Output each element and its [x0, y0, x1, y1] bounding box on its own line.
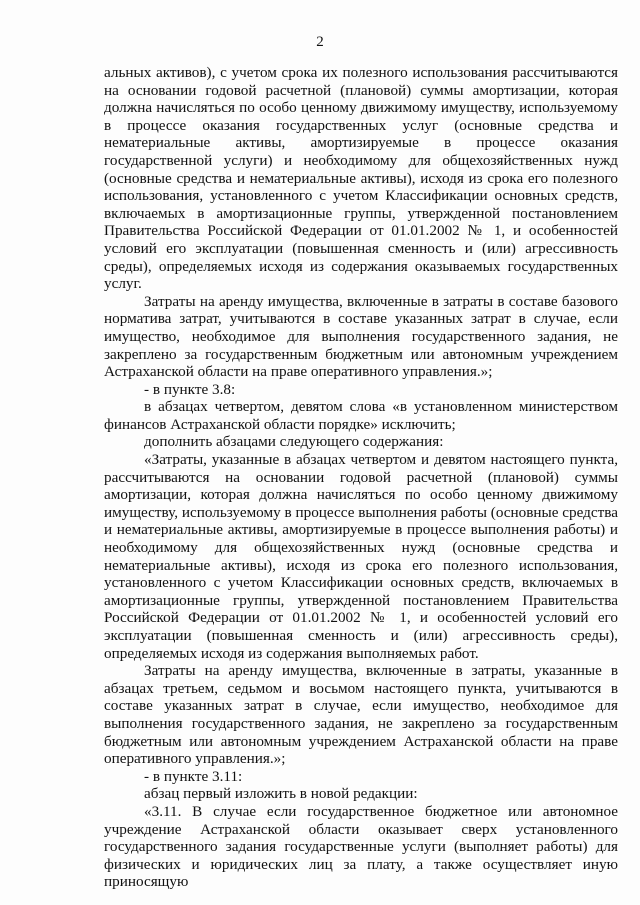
paragraph-item-3-11: - в пункте 3.11: — [144, 767, 243, 785]
paragraph-exclude-words: в абзацах четвертом, девятом слова «в установленном министерством финансов Астраханской области порядке» исключить; — [104, 398, 618, 433]
paragraph-amortization-works: «Затраты, указанные в абзацах четвертом и девятом настоящего пункта, рассчитываются на основании годовой расчетной (плановой) суммы амортизации, которая должна начисляться по особо ценному движимому имуществу, используемому в процессе выполнения работы (основные средства и нематериальные активы, амортизируемые в процессе выполнения работы) и необходимому для общехозяйственных нужд (основные средства и нематериальные активы), исходя из срока его полезного использования, установленного с учетом Классификации основных средств, включаемых в амортизационные группы, утвержденной постановлением Правительства Российской Федерации от 01.01.2002 № 1, и особенностей условий его эксплуатации (повышенная сменность и (или) агрессивность среды), определяемых исходя из содержания выполняемых работ. — [104, 451, 618, 662]
paragraph-3-11-text: «3.11. В случае если государственное бюджетное или автономное учреждение Астраханской области оказывает сверх установленного государственного задания государственные услуги (выполняет работы) для физических и юридических лиц за плату, а также осуществляет иную приносящую — [104, 802, 618, 891]
paragraph-amortization-services: альных активов), с учетом срока их полезного использования рассчитываются на основании годовой расчетной (плановой) суммы амортизации, которая должна начисляться по особо ценному движимому имуществу, используемому в процессе оказания государственных услуг (основные средства и нематериальные активы, амортизируемые в процессе оказания государственной услуги) и необходимому для общехозяйственных нужд (основные средства и нематериальные активы), исходя из срока его полезного использования, установленного с учетом Классификации основных средств, включаемых в амортизационные группы, утвержденной постановлением Правительства Российской Федерации от 01.01.2002 № 1, и особенностей условий его эксплуатации (повышенная сменность и (или) агрессивность среды), определяемых исходя из содержания оказываемых государственных услуг. — [104, 64, 618, 293]
paragraph-add-paragraphs: дополнить абзацами следующего содержания: — [144, 433, 444, 451]
document-body — [104, 64, 618, 891]
page-number: 2 — [316, 34, 324, 50]
paragraph-rent-base-norm: Затраты на аренду имущества, включенные в затраты в составе базового норматива затрат, учитываются в составе указанных затрат в случае, если имущество, необходимое для выполнения государственного задания, не закреплено за государственным бюджетным или автономным учреждением Астраханской области на праве оперативного управления.»; — [104, 292, 618, 381]
paragraph-item-3-8: - в пункте 3.8: — [144, 380, 236, 398]
paragraph-rent-works: Затраты на аренду имущества, включенные в затраты, указанные в абзацах третьем, седьмом и восьмом настоящего пункта, учитываются в составе указанных затрат в случае, если имущество, необходимое для выполнения государственного задания, не закреплено за государственным бюджетным или автономным учреждением Астраханской области на праве оперативного управления.»; — [104, 662, 618, 768]
paragraph-new-wording: абзац первый изложить в новой редакции: — [144, 785, 418, 803]
